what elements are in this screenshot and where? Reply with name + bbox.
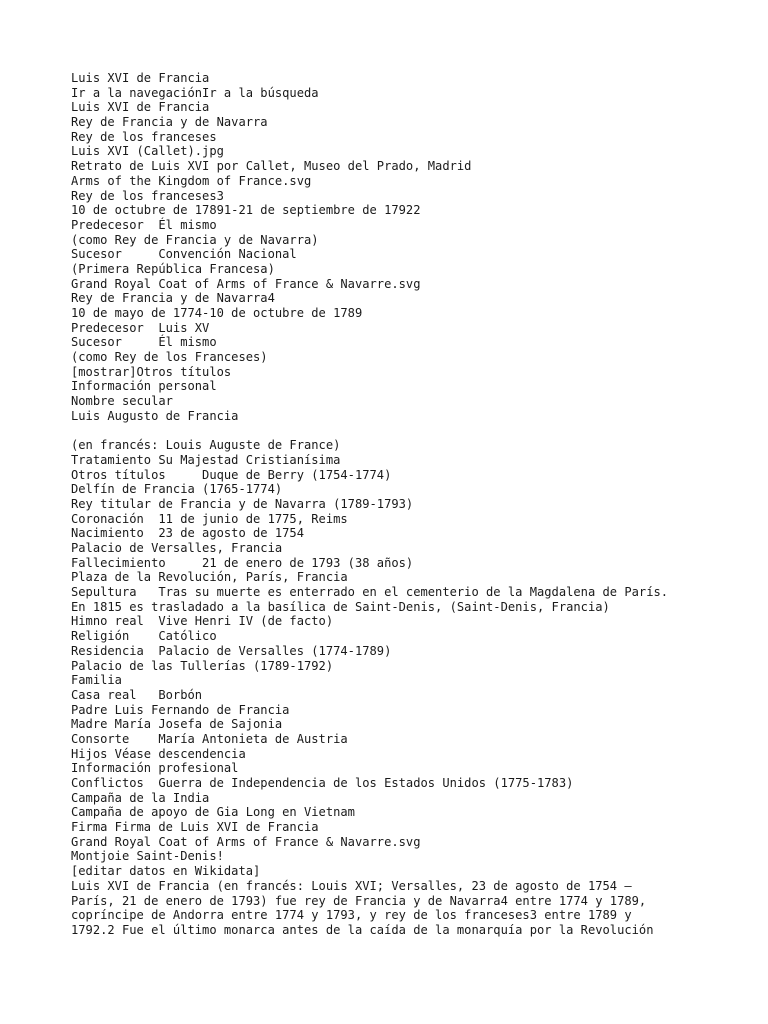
predecessor-row: Predecesor Luis XV bbox=[71, 320, 210, 335]
consort-row: Consorte María Antonieta de Austria bbox=[71, 731, 348, 746]
children-row: Hijos Véase descendencia bbox=[71, 746, 246, 761]
infobox-subtitle: Rey de los franceses bbox=[71, 129, 217, 144]
blank-line bbox=[71, 424, 761, 439]
show-other-titles-toggle[interactable]: [mostrar]Otros títulos bbox=[71, 364, 232, 379]
predecessor-note: (como Rey de Francia y de Navarra) bbox=[71, 232, 319, 247]
reign-title: Rey de Francia y de Navarra4 bbox=[71, 291, 275, 306]
other-titles-row: Otros títulos Duque de Berry (1754-1774) bbox=[71, 467, 392, 482]
conflicts-row: Conflictos Guerra de Independencia de los Estados Unidos (1775-1783) bbox=[71, 776, 574, 790]
reign-dates: 10 de mayo de 1774-10 de octubre de 1789 bbox=[71, 306, 363, 320]
treatment-row: Tratamiento Su Majestad Cristianísima bbox=[71, 452, 341, 467]
reign-title: Rey de los franceses3 bbox=[71, 188, 224, 203]
section-heading-family: Familia bbox=[71, 673, 122, 688]
successor-note: (Primera República Francesa) bbox=[71, 261, 275, 276]
burial-row: Sepultura Tras su muerte es enterrado en el cementerio de la Magdalena de París. bbox=[71, 585, 669, 600]
burial-continued: En 1815 es trasladado a la basílica de Saint-Denis, (Saint-Denis, Francia) bbox=[71, 599, 610, 614]
other-titles-continued: Delfín de Francia (1765-1774) bbox=[71, 482, 283, 497]
other-titles-continued: Rey titular de Francia y de Navarra (1789-1793) bbox=[71, 496, 414, 511]
birth-row: Nacimiento 23 de agosto de 1754 bbox=[71, 526, 304, 541]
residence-row: Residencia Palacio de Versalles (1774-1789) bbox=[71, 643, 392, 658]
skip-links[interactable]: Ir a la navegaciónIr a la búsqueda bbox=[71, 85, 319, 100]
residence-continued: Palacio de las Tullerías (1789-1792) bbox=[71, 658, 334, 673]
coat-of-arms-image-name[interactable]: Arms of the Kingdom of France.svg bbox=[71, 173, 312, 188]
intro-paragraph-line: París, 21 de enero de 1793) fue rey de Francia y de Navarra4 entre 1774 y 1789, bbox=[71, 893, 647, 908]
motto: Montjoie Saint-Denis! bbox=[71, 849, 224, 864]
mother-row: Madre María Josefa de Sajonia bbox=[71, 717, 283, 732]
successor-note: (como Rey de los Franceses) bbox=[71, 350, 268, 365]
secular-name-value: Luis Augusto de Francia bbox=[71, 408, 239, 423]
portrait-image-name[interactable]: Luis XVI (Callet).jpg bbox=[71, 144, 224, 159]
section-heading-professional: Información profesional bbox=[71, 761, 239, 776]
signature-row: Firma Firma de Luis XVI de Francia bbox=[71, 820, 319, 835]
father-row: Padre Luis Fernando de Francia bbox=[71, 702, 290, 717]
portrait-caption: Retrato de Luis XVI por Callet, Museo del Prado, Madrid bbox=[71, 159, 472, 174]
document-body bbox=[71, 71, 761, 938]
edit-wikidata-link[interactable]: [editar datos en Wikidata] bbox=[71, 864, 261, 879]
death-row: Fallecimiento 21 de enero de 1793 (38 años) bbox=[71, 555, 414, 570]
conflicts-continued: Campaña de apoyo de Gia Long en Vietnam bbox=[71, 805, 355, 820]
reign-dates: 10 de octubre de 17891-21 de septiembre de 17922 bbox=[71, 203, 421, 218]
section-heading-personal: Información personal bbox=[71, 379, 217, 394]
religion-row: Religión Católico bbox=[71, 629, 217, 644]
successor-row: Sucesor Convención Nacional bbox=[71, 247, 297, 262]
secular-name-french: (en francés: Louis Auguste de France) bbox=[71, 438, 341, 453]
intro-paragraph-line: 1792.2 Fue el último monarca antes de la caída de la monarquía por la Revolución bbox=[71, 922, 654, 937]
royal-house-row: Casa real Borbón bbox=[71, 687, 203, 702]
intro-paragraph-line: Luis XVI de Francia (en francés: Louis XVI; Versalles, 23 de agosto de 1754 – bbox=[71, 878, 632, 893]
birth-place: Palacio de Versalles, Francia bbox=[71, 541, 283, 555]
death-place: Plaza de la Revolución, París, Francia bbox=[71, 570, 348, 585]
coronation-row: Coronación 11 de junio de 1775, Reims bbox=[71, 511, 348, 526]
page-title: Luis XVI de Francia bbox=[71, 71, 210, 85]
predecessor-row: Predecesor Él mismo bbox=[71, 217, 217, 232]
anthem-row: Himno real Vive Henri IV (de facto) bbox=[71, 614, 334, 629]
successor-row: Sucesor Él mismo bbox=[71, 335, 217, 350]
intro-paragraph-line: copríncipe de Andorra entre 1774 y 1793, y rey de los franceses3 entre 1789 y bbox=[71, 908, 632, 923]
infobox-subtitle: Rey de Francia y de Navarra bbox=[71, 115, 268, 130]
conflicts-continued: Campaña de la India bbox=[71, 790, 210, 805]
infobox-title: Luis XVI de Francia bbox=[71, 100, 210, 115]
coat-of-arms-image-name[interactable]: Grand Royal Coat of Arms of France & Navarre.svg bbox=[71, 834, 421, 849]
coat-of-arms-image-name[interactable]: Grand Royal Coat of Arms of France & Navarre.svg bbox=[71, 276, 421, 291]
secular-name-label: Nombre secular bbox=[71, 394, 173, 409]
